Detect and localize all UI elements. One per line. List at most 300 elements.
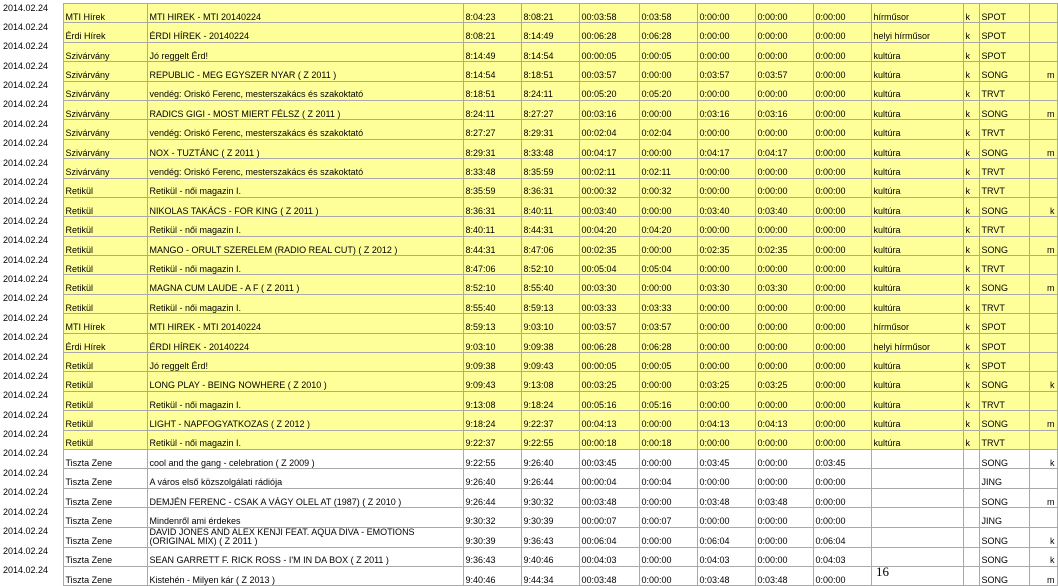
duration-cell: 00:00:32: [579, 178, 639, 197]
table-row: [3, 547, 1057, 566]
segment-type-cell: SONG: [979, 547, 1029, 566]
table-row: [3, 100, 1057, 119]
start-time-cell: 9:30:39: [463, 527, 521, 547]
foreign-music-time-cell: 0:00:00: [813, 430, 871, 449]
end-time-cell: 8:29:31: [521, 120, 579, 139]
music-time-cell: 0:00:00: [697, 81, 755, 100]
table-row: [3, 430, 1057, 449]
date-cell: 2014.02.24: [3, 178, 63, 197]
hungarian-music-time-cell: 0:00:00: [755, 449, 813, 468]
genre-cell: kultúra: [871, 197, 963, 216]
foreign-music-time-cell: 0:00:00: [813, 256, 871, 275]
end-time-cell: 8:24:11: [521, 81, 579, 100]
program-cell: Tiszta Zene: [63, 469, 147, 488]
music-origin-cell: [1029, 391, 1057, 410]
speech-time-cell: 0:00:00: [639, 197, 697, 216]
date-cell: 2014.02.24: [3, 100, 63, 119]
origin-cell: k: [963, 275, 979, 294]
start-time-cell: 8:24:11: [463, 100, 521, 119]
table-row: [3, 353, 1057, 372]
date-cell: 2014.02.24: [3, 488, 63, 507]
table-row: [3, 566, 1057, 585]
hungarian-music-time-cell: 0:00:00: [755, 256, 813, 275]
segment-type-cell: SONG: [979, 449, 1029, 468]
duration-cell: 00:02:11: [579, 159, 639, 178]
date-cell: 2014.02.24: [3, 197, 63, 216]
speech-time-cell: 0:00:18: [639, 430, 697, 449]
duration-cell: 00:03:48: [579, 488, 639, 507]
genre-cell: kultúra: [871, 100, 963, 119]
duration-cell: 00:03:57: [579, 314, 639, 333]
genre-cell: kultúra: [871, 120, 963, 139]
title-cell: DAVID JONES AND ALEX KENJI FEAT. AQUA DIVA - EMOTIONS (ORIGINAL MIX) ( Z 2011 ): [147, 527, 463, 547]
origin-cell: k: [963, 4, 979, 23]
duration-cell: 00:03:40: [579, 197, 639, 216]
start-time-cell: 9:22:37: [463, 430, 521, 449]
segment-type-cell: SPOT: [979, 42, 1029, 61]
duration-cell: 00:03:48: [579, 566, 639, 585]
music-origin-cell: [1029, 294, 1057, 313]
table-row: [3, 178, 1057, 197]
music-origin-cell: [1029, 120, 1057, 139]
music-time-cell: 0:00:00: [697, 333, 755, 352]
origin-cell: k: [963, 372, 979, 391]
program-cell: Tiszta Zene: [63, 508, 147, 527]
hungarian-music-time-cell: 0:04:17: [755, 139, 813, 158]
foreign-music-time-cell: 0:00:00: [813, 333, 871, 352]
hungarian-music-time-cell: 0:00:00: [755, 314, 813, 333]
speech-time-cell: 0:06:28: [639, 23, 697, 42]
start-time-cell: 9:09:43: [463, 372, 521, 391]
speech-time-cell: 0:00:00: [639, 488, 697, 507]
speech-time-cell: 0:02:04: [639, 120, 697, 139]
start-time-cell: 8:08:21: [463, 23, 521, 42]
genre-cell: helyi hírműsor: [871, 23, 963, 42]
foreign-music-time-cell: 0:00:00: [813, 411, 871, 430]
start-time-cell: 9:26:40: [463, 469, 521, 488]
program-cell: Retikül: [63, 372, 147, 391]
title-cell: cool and the gang - celebration ( Z 2009 ): [147, 449, 463, 468]
music-time-cell: 0:03:40: [697, 197, 755, 216]
date-cell: 2014.02.24: [3, 42, 63, 61]
date-cell: 2014.02.24: [3, 566, 63, 585]
end-time-cell: 9:44:34: [521, 566, 579, 585]
table-row: [3, 139, 1057, 158]
segment-type-cell: SONG: [979, 197, 1029, 216]
foreign-music-time-cell: 0:06:04: [813, 527, 871, 547]
segment-type-cell: SONG: [979, 372, 1029, 391]
duration-cell: 00:00:07: [579, 508, 639, 527]
date-cell: 2014.02.24: [3, 256, 63, 275]
title-cell: Retikül - női magazin I.: [147, 391, 463, 410]
genre-cell: kultúra: [871, 275, 963, 294]
date-cell: 2014.02.24: [3, 81, 63, 100]
genre-cell: helyi hírműsor: [871, 333, 963, 352]
foreign-music-time-cell: 0:00:00: [813, 469, 871, 488]
segment-type-cell: SPOT: [979, 23, 1029, 42]
foreign-music-time-cell: 0:00:00: [813, 314, 871, 333]
music-time-cell: 0:03:30: [697, 275, 755, 294]
title-cell: A város első közszolgálati rádiója: [147, 469, 463, 488]
segment-type-cell: SONG: [979, 100, 1029, 119]
duration-cell: 00:04:20: [579, 217, 639, 236]
hungarian-music-time-cell: 0:00:00: [755, 4, 813, 23]
foreign-music-time-cell: 0:00:00: [813, 391, 871, 410]
segment-type-cell: TRVT: [979, 178, 1029, 197]
title-cell: MTI HIREK - MTI 20140224: [147, 4, 463, 23]
table-row: [3, 4, 1057, 23]
music-time-cell: 0:00:00: [697, 469, 755, 488]
origin-cell: [963, 527, 979, 547]
program-cell: Tiszta Zene: [63, 488, 147, 507]
music-time-cell: 0:00:00: [697, 391, 755, 410]
page-number: 16: [876, 564, 889, 579]
hungarian-music-time-cell: 0:00:00: [755, 527, 813, 547]
hungarian-music-time-cell: 0:00:00: [755, 42, 813, 61]
speech-time-cell: 0:00:00: [639, 62, 697, 81]
music-time-cell: 0:00:00: [697, 23, 755, 42]
hungarian-music-time-cell: 0:03:30: [755, 275, 813, 294]
date-cell: 2014.02.24: [3, 236, 63, 255]
music-origin-cell: [1029, 159, 1057, 178]
duration-cell: 00:04:03: [579, 547, 639, 566]
music-time-cell: 0:02:35: [697, 236, 755, 255]
genre-cell: kultúra: [871, 62, 963, 81]
origin-cell: [963, 508, 979, 527]
title-cell: Retikül - női magazin I.: [147, 256, 463, 275]
genre-cell: kultúra: [871, 430, 963, 449]
date-cell: 2014.02.24: [3, 275, 63, 294]
table-row: [3, 314, 1057, 333]
segment-type-cell: TRVT: [979, 159, 1029, 178]
end-time-cell: 9:36:43: [521, 527, 579, 547]
speech-time-cell: 0:00:00: [639, 372, 697, 391]
program-cell: Retikül: [63, 411, 147, 430]
date-cell: 2014.02.24: [3, 217, 63, 236]
end-time-cell: 9:18:24: [521, 391, 579, 410]
program-cell: Szivárvány: [63, 159, 147, 178]
foreign-music-time-cell: 0:00:00: [813, 42, 871, 61]
end-time-cell: 9:22:37: [521, 411, 579, 430]
table-row: [3, 62, 1057, 81]
origin-cell: k: [963, 333, 979, 352]
segment-type-cell: SPOT: [979, 333, 1029, 352]
table-row: [3, 197, 1057, 216]
segment-type-cell: JING: [979, 469, 1029, 488]
end-time-cell: 8:14:54: [521, 42, 579, 61]
program-cell: Szivárvány: [63, 42, 147, 61]
foreign-music-time-cell: 0:00:00: [813, 566, 871, 585]
start-time-cell: 9:36:43: [463, 547, 521, 566]
hungarian-music-time-cell: 0:00:00: [755, 159, 813, 178]
table-row: [3, 333, 1057, 352]
duration-cell: 00:03:30: [579, 275, 639, 294]
duration-cell: 00:05:20: [579, 81, 639, 100]
program-cell: Tiszta Zene: [63, 547, 147, 566]
table-row: [3, 275, 1057, 294]
segment-type-cell: SONG: [979, 527, 1029, 547]
foreign-music-time-cell: 0:00:00: [813, 294, 871, 313]
speech-time-cell: 0:05:04: [639, 256, 697, 275]
start-time-cell: 8:52:10: [463, 275, 521, 294]
title-cell: LONG PLAY - BEING NOWHERE ( Z 2010 ): [147, 372, 463, 391]
start-time-cell: 9:03:10: [463, 333, 521, 352]
date-cell: 2014.02.24: [3, 294, 63, 313]
program-cell: Tiszta Zene: [63, 566, 147, 585]
origin-cell: [963, 547, 979, 566]
music-origin-cell: [1029, 23, 1057, 42]
foreign-music-time-cell: 0:00:00: [813, 488, 871, 507]
music-origin-cell: m: [1029, 62, 1057, 81]
origin-cell: k: [963, 314, 979, 333]
end-time-cell: 8:52:10: [521, 256, 579, 275]
genre-cell: kultúra: [871, 372, 963, 391]
foreign-music-time-cell: 0:03:45: [813, 449, 871, 468]
foreign-music-time-cell: 0:00:00: [813, 120, 871, 139]
title-cell: Jó reggelt Érd!: [147, 353, 463, 372]
music-time-cell: 0:06:04: [697, 527, 755, 547]
date-cell: 2014.02.24: [3, 547, 63, 566]
end-time-cell: 9:09:43: [521, 353, 579, 372]
end-time-cell: 9:09:38: [521, 333, 579, 352]
end-time-cell: 8:33:48: [521, 139, 579, 158]
end-time-cell: 8:59:13: [521, 294, 579, 313]
table-row: [3, 449, 1057, 468]
start-time-cell: 8:33:48: [463, 159, 521, 178]
hungarian-music-time-cell: 0:03:25: [755, 372, 813, 391]
end-time-cell: 9:03:10: [521, 314, 579, 333]
segment-type-cell: TRVT: [979, 81, 1029, 100]
program-cell: Tiszta Zene: [63, 449, 147, 468]
duration-cell: 00:03:16: [579, 100, 639, 119]
end-time-cell: 8:55:40: [521, 275, 579, 294]
start-time-cell: 8:18:51: [463, 81, 521, 100]
music-time-cell: 0:00:00: [697, 178, 755, 197]
start-time-cell: 8:59:13: [463, 314, 521, 333]
segment-type-cell: SPOT: [979, 4, 1029, 23]
genre-cell: kultúra: [871, 353, 963, 372]
duration-cell: 00:06:04: [579, 527, 639, 547]
duration-cell: 00:00:04: [579, 469, 639, 488]
start-time-cell: 9:30:32: [463, 508, 521, 527]
music-origin-cell: m: [1029, 236, 1057, 255]
origin-cell: k: [963, 217, 979, 236]
segment-type-cell: SONG: [979, 275, 1029, 294]
foreign-music-time-cell: 0:00:00: [813, 508, 871, 527]
broadcast-log-table: [3, 3, 1058, 586]
segment-type-cell: SPOT: [979, 353, 1029, 372]
table-row: [3, 488, 1057, 507]
origin-cell: k: [963, 23, 979, 42]
genre-cell: hírműsor: [871, 4, 963, 23]
foreign-music-time-cell: 0:00:00: [813, 100, 871, 119]
program-cell: Szivárvány: [63, 62, 147, 81]
program-cell: Retikül: [63, 217, 147, 236]
hungarian-music-time-cell: 0:03:48: [755, 566, 813, 585]
hungarian-music-time-cell: 0:00:00: [755, 391, 813, 410]
speech-time-cell: 0:00:00: [639, 527, 697, 547]
start-time-cell: 9:09:38: [463, 353, 521, 372]
title-cell: NOX - TUZTÁNC ( Z 2011 ): [147, 139, 463, 158]
foreign-music-time-cell: 0:00:00: [813, 159, 871, 178]
music-origin-cell: k: [1029, 197, 1057, 216]
title-cell: Jó reggelt Érd!: [147, 42, 463, 61]
program-cell: Szivárvány: [63, 120, 147, 139]
program-cell: Retikül: [63, 236, 147, 255]
program-cell: MTI Hírek: [63, 314, 147, 333]
origin-cell: k: [963, 81, 979, 100]
hungarian-music-time-cell: 0:02:35: [755, 236, 813, 255]
music-time-cell: 0:03:48: [697, 488, 755, 507]
program-cell: Retikül: [63, 256, 147, 275]
foreign-music-time-cell: 0:04:03: [813, 547, 871, 566]
speech-time-cell: 0:00:32: [639, 178, 697, 197]
origin-cell: k: [963, 42, 979, 61]
end-time-cell: 8:40:11: [521, 197, 579, 216]
title-cell: NIKOLAS TAKÁCS - FOR KING ( Z 2011 ): [147, 197, 463, 216]
genre-cell: hírműsor: [871, 314, 963, 333]
origin-cell: k: [963, 236, 979, 255]
duration-cell: 00:06:28: [579, 23, 639, 42]
origin-cell: k: [963, 197, 979, 216]
start-time-cell: 8:55:40: [463, 294, 521, 313]
segment-type-cell: SONG: [979, 488, 1029, 507]
music-origin-cell: k: [1029, 547, 1057, 566]
foreign-music-time-cell: 0:00:00: [813, 217, 871, 236]
duration-cell: 00:05:16: [579, 391, 639, 410]
music-origin-cell: [1029, 314, 1057, 333]
genre-cell: kultúra: [871, 159, 963, 178]
hungarian-music-time-cell: 0:00:00: [755, 120, 813, 139]
program-cell: Érdi Hírek: [63, 333, 147, 352]
speech-time-cell: 0:00:00: [639, 275, 697, 294]
segment-type-cell: TRVT: [979, 430, 1029, 449]
genre-cell: kultúra: [871, 236, 963, 255]
genre-cell: kultúra: [871, 294, 963, 313]
music-origin-cell: m: [1029, 488, 1057, 507]
foreign-music-time-cell: 0:00:00: [813, 81, 871, 100]
title-cell: MTI HIREK - MTI 20140224: [147, 314, 463, 333]
origin-cell: k: [963, 120, 979, 139]
duration-cell: 00:05:04: [579, 256, 639, 275]
date-cell: 2014.02.24: [3, 353, 63, 372]
music-origin-cell: [1029, 508, 1057, 527]
music-origin-cell: [1029, 217, 1057, 236]
date-cell: 2014.02.24: [3, 23, 63, 42]
origin-cell: k: [963, 100, 979, 119]
hungarian-music-time-cell: 0:03:57: [755, 62, 813, 81]
start-time-cell: 8:44:31: [463, 236, 521, 255]
title-cell: REPUBLIC - MEG EGYSZER NYAR ( Z 2011 ): [147, 62, 463, 81]
hungarian-music-time-cell: 0:03:16: [755, 100, 813, 119]
origin-cell: k: [963, 430, 979, 449]
start-time-cell: 8:27:27: [463, 120, 521, 139]
hungarian-music-time-cell: 0:00:00: [755, 430, 813, 449]
date-cell: 2014.02.24: [3, 391, 63, 410]
music-time-cell: 0:03:48: [697, 566, 755, 585]
title-cell: ÉRDI HÍREK - 20140224: [147, 23, 463, 42]
foreign-music-time-cell: 0:00:00: [813, 4, 871, 23]
title-cell: vendég: Oriskó Ferenc, mesterszakács és szakoktató: [147, 120, 463, 139]
table-row: [3, 120, 1057, 139]
foreign-music-time-cell: 0:00:00: [813, 372, 871, 391]
program-cell: Retikül: [63, 275, 147, 294]
genre-cell: kultúra: [871, 81, 963, 100]
table-row: [3, 81, 1057, 100]
title-cell: SEAN GARRETT F. RICK ROSS - I'M IN DA BOX ( Z 2011 ): [147, 547, 463, 566]
music-time-cell: 0:00:00: [697, 217, 755, 236]
segment-type-cell: TRVT: [979, 120, 1029, 139]
table-row: [3, 256, 1057, 275]
music-origin-cell: k: [1029, 449, 1057, 468]
date-cell: 2014.02.24: [3, 508, 63, 527]
origin-cell: [963, 488, 979, 507]
foreign-music-time-cell: 0:00:00: [813, 23, 871, 42]
program-cell: Retikül: [63, 391, 147, 410]
origin-cell: [963, 449, 979, 468]
music-time-cell: 0:00:00: [697, 42, 755, 61]
date-cell: 2014.02.24: [3, 411, 63, 430]
music-time-cell: 0:00:00: [697, 430, 755, 449]
music-origin-cell: m: [1029, 566, 1057, 585]
music-time-cell: 0:04:17: [697, 139, 755, 158]
speech-time-cell: 0:03:57: [639, 314, 697, 333]
date-cell: 2014.02.24: [3, 139, 63, 158]
date-cell: 2014.02.24: [3, 62, 63, 81]
music-time-cell: 0:00:00: [697, 256, 755, 275]
title-cell: Retikül - női magazin I.: [147, 294, 463, 313]
start-time-cell: 8:35:59: [463, 178, 521, 197]
date-cell: 2014.02.24: [3, 449, 63, 468]
speech-time-cell: 0:00:05: [639, 42, 697, 61]
speech-time-cell: 0:03:33: [639, 294, 697, 313]
date-cell: 2014.02.24: [3, 430, 63, 449]
date-cell: 2014.02.24: [3, 314, 63, 333]
segment-type-cell: TRVT: [979, 217, 1029, 236]
start-time-cell: 8:40:11: [463, 217, 521, 236]
hungarian-music-time-cell: 0:04:13: [755, 411, 813, 430]
date-cell: 2014.02.24: [3, 527, 63, 547]
speech-time-cell: 0:00:07: [639, 508, 697, 527]
music-origin-cell: [1029, 430, 1057, 449]
music-time-cell: 0:00:00: [697, 353, 755, 372]
genre-cell: [871, 449, 963, 468]
segment-type-cell: SONG: [979, 62, 1029, 81]
music-origin-cell: [1029, 4, 1057, 23]
date-cell: 2014.02.24: [3, 372, 63, 391]
foreign-music-time-cell: 0:00:00: [813, 197, 871, 216]
origin-cell: k: [963, 139, 979, 158]
segment-type-cell: TRVT: [979, 391, 1029, 410]
origin-cell: k: [963, 256, 979, 275]
end-time-cell: 8:14:49: [521, 23, 579, 42]
duration-cell: 00:00:18: [579, 430, 639, 449]
foreign-music-time-cell: 0:00:00: [813, 236, 871, 255]
start-time-cell: 8:14:49: [463, 42, 521, 61]
speech-time-cell: 0:05:16: [639, 391, 697, 410]
music-time-cell: 0:03:16: [697, 100, 755, 119]
music-time-cell: 0:03:45: [697, 449, 755, 468]
foreign-music-time-cell: 0:00:00: [813, 353, 871, 372]
origin-cell: k: [963, 159, 979, 178]
start-time-cell: 9:26:44: [463, 488, 521, 507]
speech-time-cell: 0:05:20: [639, 81, 697, 100]
table-row: [3, 508, 1057, 527]
title-cell: vendég: Oriskó Ferenc, mesterszakács és szakoktató: [147, 81, 463, 100]
program-cell: Retikül: [63, 197, 147, 216]
title-cell: MAGNA CUM LAUDE - A F ( Z 2011 ): [147, 275, 463, 294]
hungarian-music-time-cell: 0:00:00: [755, 508, 813, 527]
